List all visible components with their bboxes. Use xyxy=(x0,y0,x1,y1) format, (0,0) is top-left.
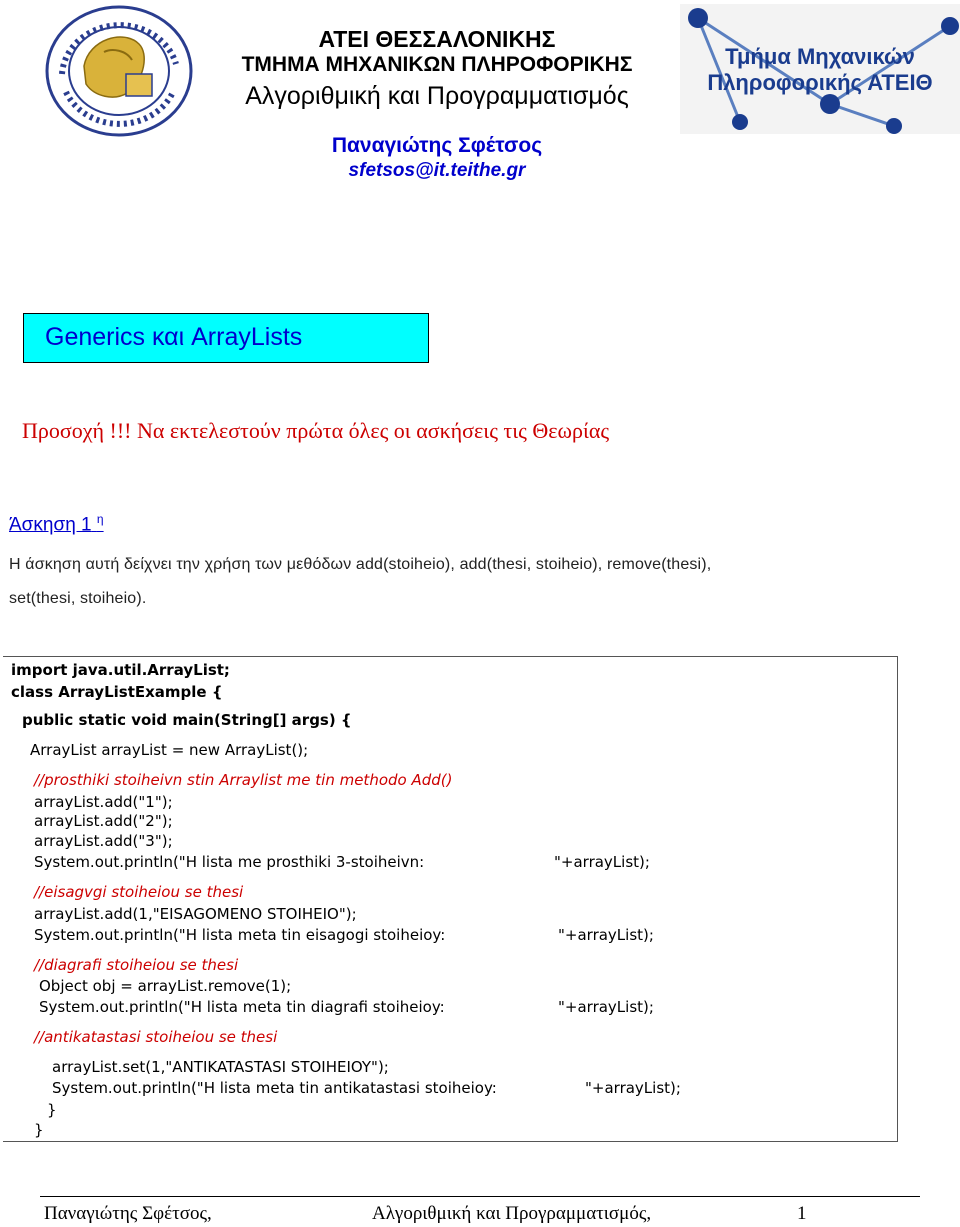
code-line-import: import java.util.ArrayList; xyxy=(11,661,230,679)
dept-logo-line1: Τμήμα Μηχανικών xyxy=(725,44,915,69)
code-line-close-class: } xyxy=(34,1121,44,1139)
footer-author: Παναγιώτης Σφέτσος, xyxy=(44,1203,212,1224)
code-line-println3-arg: "+arrayList); xyxy=(558,998,654,1016)
course-name: Αλγοριθμική και Προγραμματισμός xyxy=(245,82,629,110)
department-logo xyxy=(680,4,960,134)
code-line-class: class ArrayListExample { xyxy=(11,683,223,701)
code-line-println3: System.out.println("H lista meta tin diagrafi stoiheioy: xyxy=(39,998,445,1016)
exercise-heading xyxy=(9,512,104,536)
code-comment-set: //antikatastasi stoiheiou se thesi xyxy=(34,1028,278,1046)
code-comment-add: //prosthiki stoiheivn stin Arraylist me tin methodo Add() xyxy=(34,771,453,789)
dept-logo-line2: Πληροφορικής ΑΤΕΙΘ xyxy=(707,70,933,95)
footer-course: Αλγοριθμική και Προγραμματισμός, xyxy=(372,1203,652,1224)
code-line-main: public static void main(String[] args) { xyxy=(22,711,352,729)
code-line-add1: arrayList.add("1"); xyxy=(34,793,173,811)
code-block xyxy=(3,656,898,1142)
institution-name: ΑΤΕΙ ΘΕΣΣΑΛΟΝΙΚΗΣ xyxy=(318,26,556,52)
author-name: Παναγιώτης Σφέτσος xyxy=(331,134,543,157)
footer-page-number: 1 xyxy=(797,1203,807,1224)
code-line-println2: System.out.println("H lista meta tin eisagogi stoiheioy: xyxy=(34,926,446,944)
exercise-heading-text: Άσκηση 1 xyxy=(9,514,92,536)
code-comment-remove: //diagrafi stoiheiou se thesi xyxy=(34,956,239,974)
institution-seal xyxy=(44,4,194,138)
warning-text: Προσοχή !!! Να εκτελεστούν πρώτα όλες οι ασκήσεις τις Θεωρίας xyxy=(22,418,610,443)
code-line-println1-arg: "+arrayList); xyxy=(554,853,650,871)
code-line-println4-arg: "+arrayList); xyxy=(585,1079,681,1097)
code-line-println4: System.out.println("H lista meta tin antikatastasi stoiheioy: xyxy=(52,1079,497,1097)
code-line-println1: System.out.println("H lista me prosthiki 3-stoiheivn: xyxy=(34,853,425,871)
exercise-description-line1: Η άσκηση αυτή δείχνει την χρήση των μεθόδων add(stoiheio), add(thesi, stoiheio), remove(thesi), xyxy=(9,556,712,573)
document-title: Generics και ArrayLists xyxy=(45,323,303,351)
footer-divider xyxy=(40,1196,920,1197)
code-line-close-method: } xyxy=(47,1101,57,1119)
department-name: ΤΜΗΜΑ ΜΗΧΑΝΙΚΩΝ ΠΛΗΡΟΦΟΡΙΚΗΣ xyxy=(241,53,633,76)
code-line-remove: Object obj = arrayList.remove(1); xyxy=(39,977,292,995)
exercise-heading-ordinal: η xyxy=(96,512,104,526)
exercise-description-line2: set(thesi, stoiheio). xyxy=(9,590,147,607)
code-line-add3: arrayList.add("3"); xyxy=(34,832,173,850)
code-line-set: arrayList.set(1,"ANTIKATASTASI STOIHEIOY"); xyxy=(52,1058,389,1076)
code-comment-insert: //eisagvgi stoiheiou se thesi xyxy=(34,883,244,901)
code-line-add2: arrayList.add("2"); xyxy=(34,812,173,830)
document-title-box xyxy=(23,313,429,363)
code-line-new-list: ArrayList arrayList = new ArrayList(); xyxy=(30,741,309,759)
author-email[interactable]: sfetsos@it.teithe.gr xyxy=(348,160,526,181)
code-line-println2-arg: "+arrayList); xyxy=(558,926,654,944)
code-line-insert: arrayList.add(1,"EISAGOMENO STOIHEIO"); xyxy=(34,905,357,923)
